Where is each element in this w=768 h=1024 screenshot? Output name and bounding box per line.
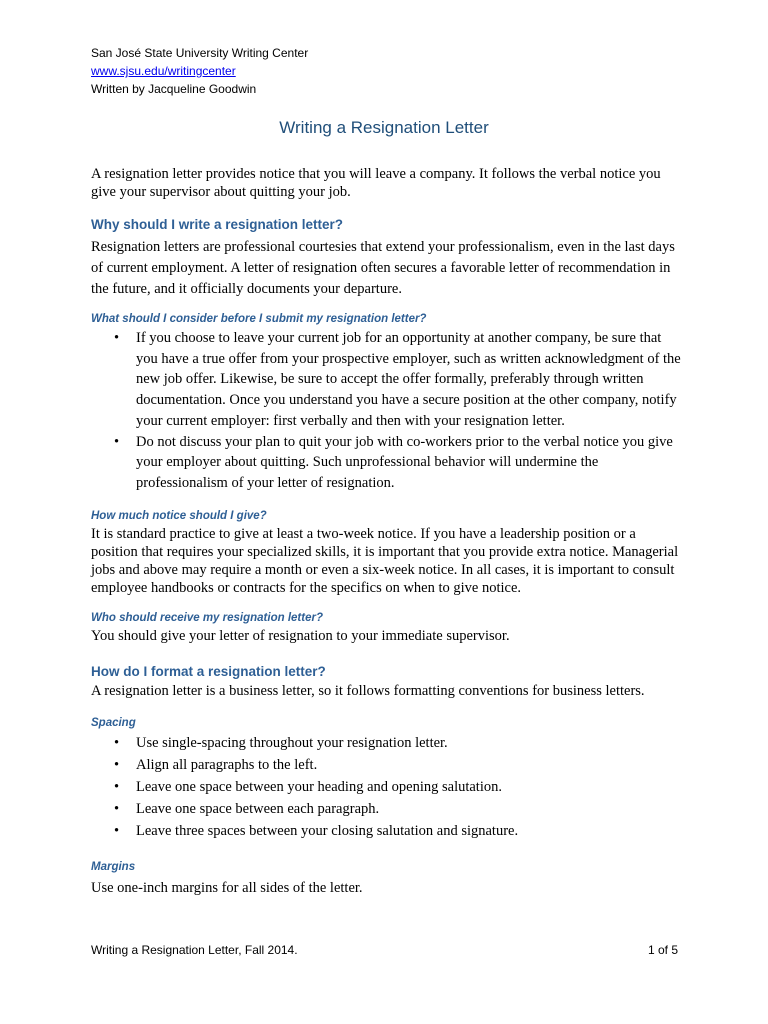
spacing-heading: Spacing [91, 716, 136, 729]
document-body [91, 165, 681, 897]
receive-heading: Who should receive my resignation letter? [91, 611, 323, 624]
spacing-list [91, 732, 681, 842]
notice-paragraph: It is standard practice to give at least a two-week notice. If you have a leadership position or a position that requires your specialized skills, it is important that you provide extra notice. Managerial jobs and above may require a month or even a six-week notice. In all cases, it is important to consult employee handbooks or contracts for the specifics on when to give notice. [91, 525, 679, 596]
document-header [91, 44, 308, 98]
writing-center-link[interactable]: www.sjsu.edu/writingcenter [91, 64, 236, 78]
footer-title: Writing a Resignation Letter, Fall 2014. [91, 943, 298, 957]
notice-heading: How much notice should I give? [91, 509, 267, 522]
format-paragraph: A resignation letter is a business letter, so it follows formatting conventions for business letters. [91, 682, 645, 699]
page-footer [91, 943, 678, 957]
list-item: • Use single-spacing throughout your resignation letter. [91, 732, 681, 754]
list-item: • If you choose to leave your current job for an opportunity at another company, be sure that you have a true offer from your prospective employer, such as written acknowledgment of the new job offer. Likewise, be sure to accept the offer formally, preferably through written documentation. Once you understand you have a secure position at the other company, notify your current employer: first verbally and then with your resignation letter. [91, 328, 681, 432]
list-item: • Leave one space between each paragraph. [91, 798, 681, 820]
page-title: Writing a Resignation Letter [279, 118, 489, 137]
consider-heading: What should I consider before I submit my resignation letter? [91, 313, 427, 325]
receive-paragraph: You should give your letter of resignation to your immediate supervisor. [91, 627, 510, 644]
list-item: • Leave one space between your heading and opening salutation. [91, 776, 681, 798]
intro-paragraph: A resignation letter provides notice that you will leave a company. It follows the verbal notice you give your supervisor about quitting your job. [91, 166, 661, 200]
consider-list [91, 328, 681, 494]
list-item: • Do not discuss your plan to quit your job with co-workers prior to the verbal notice you give your employer about quitting. Such unprofessional behavior will undermine the professionalism of your letter of resignation. [91, 432, 681, 494]
org-name: San José State University Writing Center [91, 46, 309, 60]
list-item: • Leave three spaces between your closing salutation and signature. [91, 820, 681, 842]
author-line: Written by Jacqueline Goodwin [91, 82, 257, 96]
page-number: 1 of 5 [647, 943, 678, 957]
margins-paragraph: Use one-inch margins for all sides of the letter. [91, 879, 363, 896]
why-heading: Why should I write a resignation letter? [91, 217, 344, 232]
list-item: • Align all paragraphs to the left. [91, 754, 681, 776]
format-heading: How do I format a resignation letter? [91, 663, 326, 679]
margins-heading: Margins [91, 860, 136, 873]
why-paragraph: Resignation letters are professional courtesies that extend your professionalism, even in the last days of current employment. A letter of resignation often secures a favorable letter of recommendation in the future, and it officially documents your departure. [91, 239, 675, 297]
